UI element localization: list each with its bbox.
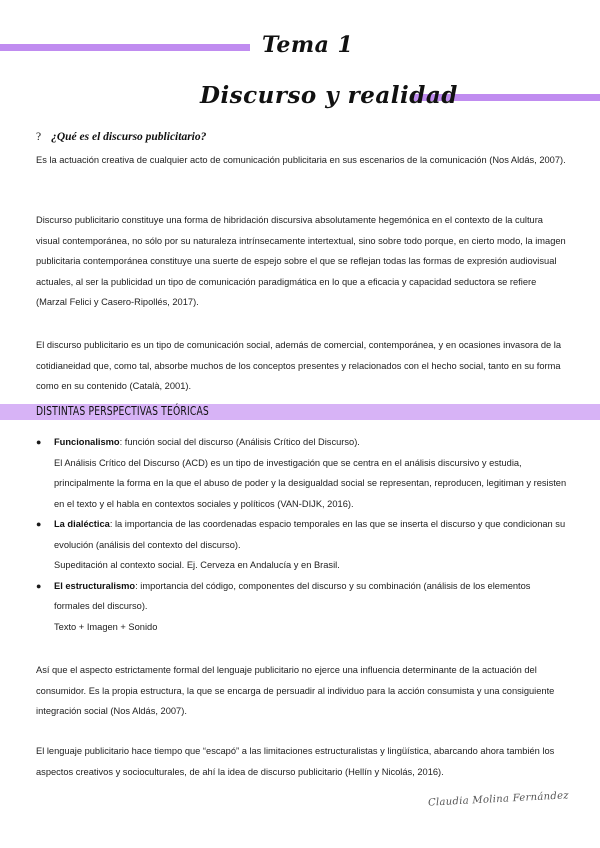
- list-item-detail: Texto + Imagen + Sonido: [54, 621, 158, 632]
- bullet-icon: ●: [36, 519, 42, 529]
- top-left-accent-bar: [0, 44, 250, 51]
- list-item-detail: Supeditación al contexto social. Ej. Cerveza en Andalucía y en Brasil.: [54, 560, 340, 570]
- page-subtitle: Discurso y realidad: [200, 82, 458, 109]
- paragraph-lenguaje-publicitario: El lenguaje publicitario hace tiempo que “escapó” a las limitaciones estructuralistas y lingüística, abarcando ahora también los aspectos creativos y socioculturales, de ahí la idea de discurso publicitario (Hellín y Nicolás, 2016).: [36, 746, 555, 777]
- paragraph-aspecto-formal: Así que el aspecto estrictamente formal del lenguaje publicitario no ejerce una influencia determinante de la actuación del consumidor. Es la propia estructura, la que se encarga de persuadir al individuo para la acción consumista y una consiguiente integración social (Nos Aldás, 2007).: [36, 665, 555, 716]
- list-item-term: El estructuralismo: [54, 580, 136, 591]
- perspectives-list: [36, 432, 568, 637]
- paragraph-definition: Es la actuación creativa de cualquier acto de comunicación publicitaria en sus escenarios de la comunicación (Nos Aldás, 2007).: [36, 155, 566, 165]
- list-item: [36, 514, 568, 576]
- list-item-desc: : función social del discurso (Análisis Crítico del Discurso).: [119, 437, 360, 447]
- list-item-desc: : la importancia de las coordenadas espacio temporales en las que se inserta el discurso y que condicionan su evolución (análisis del contexto del discurso).: [54, 519, 566, 550]
- list-item-desc: : importancia del código, componentes del discurso y su combinación (análisis de los elementos formales del discurso).: [54, 580, 531, 611]
- question-mark: ?: [36, 131, 42, 143]
- question-heading: [36, 131, 206, 143]
- bullet-icon: ●: [36, 437, 42, 447]
- list-item-heading: [54, 576, 568, 617]
- list-item-heading: [54, 432, 568, 453]
- paragraph-comunicacion-social: El discurso publicitario es un tipo de comunicación social, además de comercial, contemporánea, y en ocasiones invasora de la cotidianeidad que, como tal, absorbe muchos de los conceptos presentes y relacionados con el hecho social, tanto en su forma como en su contenido (Català, 2001).: [36, 340, 562, 391]
- list-item: [36, 432, 568, 514]
- list-item-detail: El Análisis Crítico del Discurso (ACD) es un tipo de investigación que se centra en el análisis discursivo y estudia, principalmente la forma en la que el abuso de poder y la desigualdad social se representan, reproducen, legitiman y resisten en el texto y el habla en contextos sociales y políticos (VAN-DIJK, 2016).: [54, 457, 567, 509]
- section-title: DISTINTAS PERSPECTIVAS TEÓRICAS: [36, 403, 209, 418]
- list-item-term: Funcionalismo: [54, 437, 120, 447]
- author-signature: Claudia Molina Fernández: [427, 790, 570, 809]
- question-text: ¿Qué es el discurso publicitario?: [51, 131, 207, 143]
- page-title: Tema 1: [262, 32, 354, 58]
- list-item-heading: [54, 514, 568, 555]
- list-item: [36, 576, 568, 638]
- paragraph-hibridacion: Discurso publicitario constituye una forma de hibridación discursiva absolutamente hegemónica en el contexto de la cultura visual contemporánea, no sólo por su naturaleza intrínsecamente intertextual, sino sobre todo porque, en cierto modo, la imagen publicitaria contemporánea constituye una suerte de espejo sobre el que se reflejan todas las formas de expresión audiovisual actuales, al ser la publicidad un tipo de comunicación paradigmática en lo que a eficacia y capacidad seductora se refiere (Marzal Felici y Casero-Ripollés, 2017).: [36, 215, 566, 307]
- bullet-icon: ●: [36, 580, 42, 591]
- list-item-term: La dialéctica: [54, 519, 110, 529]
